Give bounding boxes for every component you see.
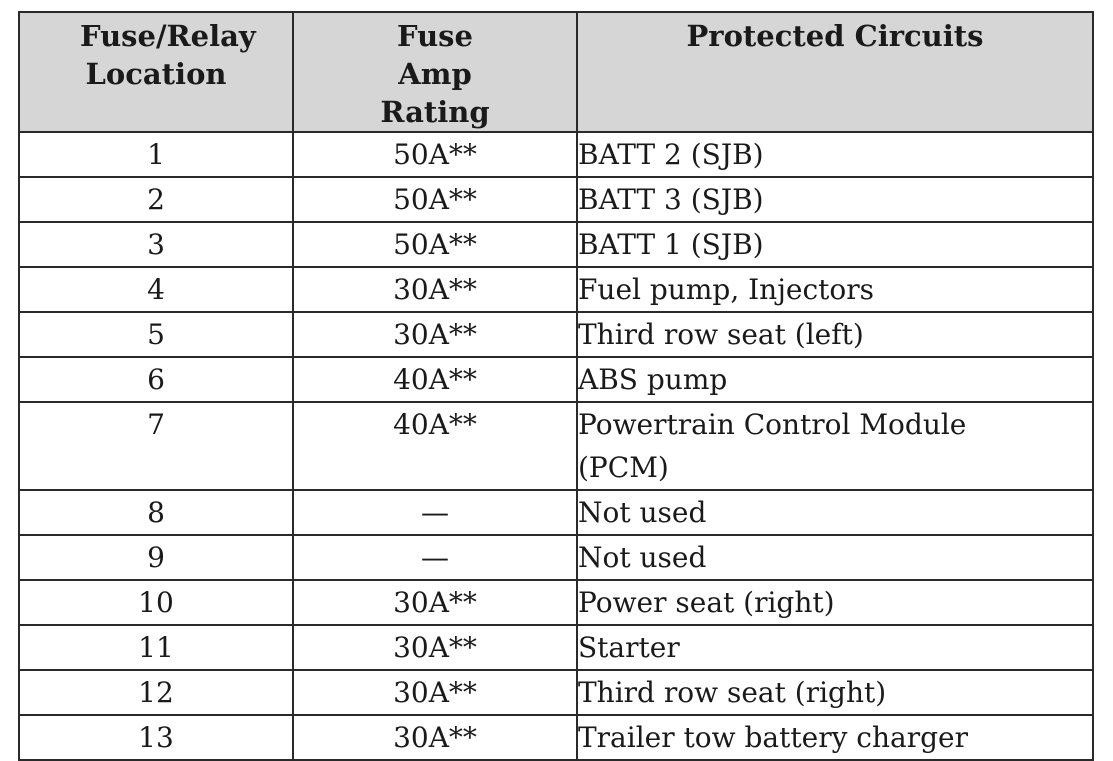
cell-location: 9 [19,535,293,580]
table-row [19,267,1093,312]
table-header [19,12,1093,132]
table-row [19,580,1093,625]
table-row [19,535,1093,580]
cell-location: 13 [19,715,293,760]
cell-circuit: Not used [577,535,1093,580]
cell-location: 1 [19,132,293,177]
cell-amp: — [293,535,577,580]
table-row [19,625,1093,670]
cell-location: 2 [19,177,293,222]
cell-circuit: Power seat (right) [577,580,1093,625]
cell-amp: 30A** [293,267,577,312]
cell-circuit: Starter [577,625,1093,670]
fuse-relay-table [18,11,1094,761]
cell-amp: 40A** [293,402,577,490]
cell-amp: 30A** [293,715,577,760]
cell-amp: 30A** [293,625,577,670]
header-row [19,12,1093,132]
cell-location: 10 [19,580,293,625]
cell-amp: 40A** [293,357,577,402]
header-protected-circuits: Protected Circuits [577,12,1093,132]
cell-amp: 30A** [293,312,577,357]
cell-amp: 50A** [293,132,577,177]
table-row [19,715,1093,760]
cell-location: 5 [19,312,293,357]
cell-location: 3 [19,222,293,267]
cell-circuit: Trailer tow battery charger [577,715,1093,760]
cell-amp: 30A** [293,670,577,715]
table-row [19,490,1093,535]
table-row [19,312,1093,357]
cell-circuit: Third row seat (right) [577,670,1093,715]
table-body [19,132,1093,760]
cell-circuit: BATT 1 (SJB) [577,222,1093,267]
cell-circuit: ABS pump [577,357,1093,402]
cell-location: 4 [19,267,293,312]
table-row [19,222,1093,267]
cell-circuit: Fuel pump, Injectors [577,267,1093,312]
cell-amp: 50A** [293,222,577,267]
cell-circuit: Powertrain Control Module (PCM) [577,402,1093,490]
cell-location: 6 [19,357,293,402]
table-row [19,177,1093,222]
cell-circuit: Not used [577,490,1093,535]
cell-location: 12 [19,670,293,715]
cell-location: 11 [19,625,293,670]
table-row [19,402,1093,490]
header-amp-rating: Fuse Amp Rating [293,12,577,132]
cell-circuit: Third row seat (left) [577,312,1093,357]
cell-location: 8 [19,490,293,535]
cell-amp: 30A** [293,580,577,625]
cell-location: 7 [19,402,293,490]
cell-amp: — [293,490,577,535]
cell-amp: 50A** [293,177,577,222]
cell-circuit: BATT 2 (SJB) [577,132,1093,177]
header-location: Fuse/Relay Location [19,12,293,132]
cell-circuit: BATT 3 (SJB) [577,177,1093,222]
table-row [19,132,1093,177]
table-row [19,357,1093,402]
table-row [19,670,1093,715]
